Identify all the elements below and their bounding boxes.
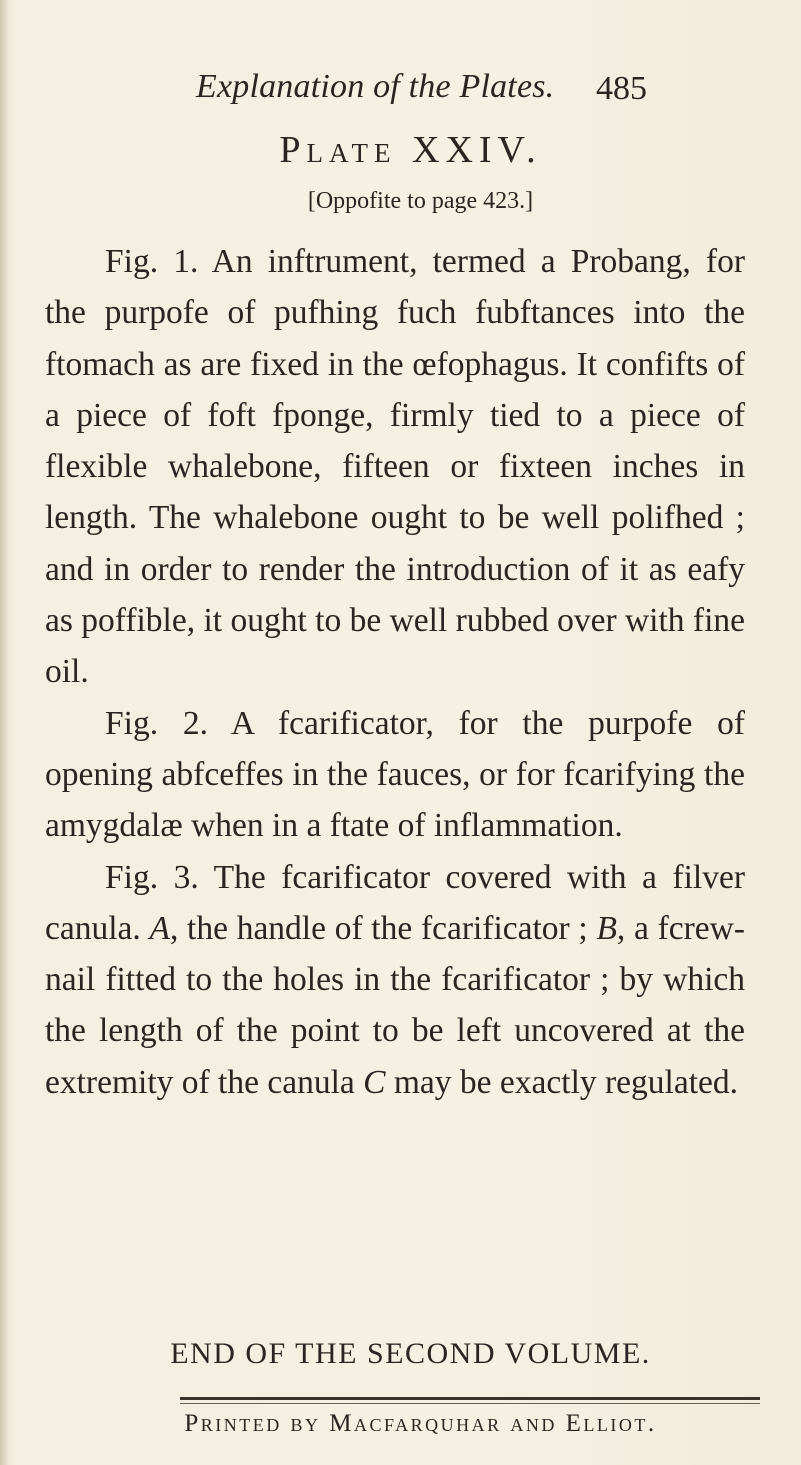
figure-3-paragraph <box>45 852 745 1108</box>
plate-heading-text: Plate XXIV. <box>279 129 542 171</box>
figure-3-letter-b: B <box>596 909 617 947</box>
page-number: 485 <box>596 70 647 107</box>
plate-explanation <box>45 236 745 1108</box>
figure-3-text-part-1: The fcarificator covered with a filver canula. <box>45 858 745 947</box>
figure-3-text-part-3: , a fcrew-nail fitted to the holes in the fcarificator ; by which the length of the point to be left uncovered at the extremity of the canula <box>45 909 745 1101</box>
separator-rule <box>180 1397 760 1400</box>
plate-reference: [Oppofite to page 423.] <box>307 188 534 214</box>
figure-3-text-part-2: , the handle of the fcarificator ; <box>169 909 597 947</box>
figure-2-text: A fcarificator, for the purpofe of opening abfceffes in the fauces, or for fcarifying the amygdalæ when in a ftate of inflammation. <box>45 704 745 845</box>
end-of-volume-line: END OF THE SECOND VOLUME. <box>170 1337 651 1370</box>
figure-3-letter-a: A <box>149 909 170 947</box>
running-title: Explanation of the Plates. <box>196 68 555 105</box>
separator-rule-thin <box>180 1403 760 1404</box>
figure-2-label: Fig. 2. <box>105 704 208 742</box>
figure-1-paragraph <box>45 236 745 698</box>
figure-3-text-part-4: may be exactly regulated. <box>385 1063 739 1101</box>
figure-3-label: Fig. 3. <box>105 858 199 896</box>
printer-imprint: Printed by Macfarquhar and Elliot. <box>184 1410 657 1437</box>
figure-1-label: Fig. 1. <box>105 243 199 280</box>
figure-2-paragraph <box>45 698 745 852</box>
running-head <box>196 68 716 118</box>
plate-heading <box>0 128 801 172</box>
figure-3-letter-c: C <box>363 1063 386 1101</box>
binding-edge <box>0 0 8 1465</box>
figure-1-text: An inftrument, termed a Probang, for the purpofe of pufhing fuch fubftances into the ftomach as are fixed in the œfophagus. It confifts of a piece of foft fponge, firmly tied to a piece of flexible whalebone, fifteen or fixteen inches in length. The whalebone ought to be well polifhed ; and in order to render the introduction of it as eafy as poffible, it ought to be well rubbed over with fine oil. <box>45 243 745 691</box>
